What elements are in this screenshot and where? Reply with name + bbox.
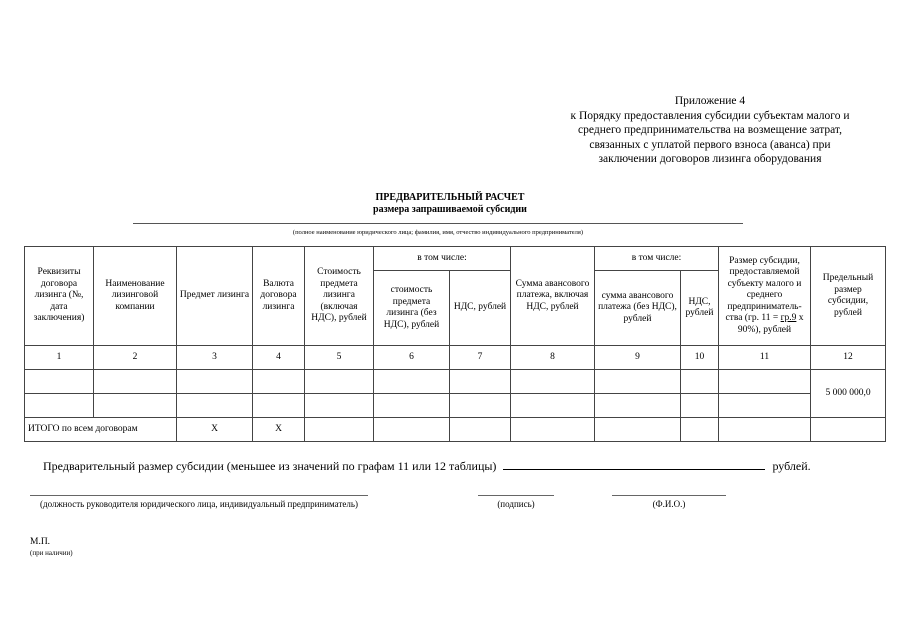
table-cell[interactable] (450, 394, 511, 418)
header-advance-with-vat: Сумма авансового платежа, включая НДС, рублей (511, 247, 595, 346)
table-cell[interactable] (511, 370, 595, 394)
document-title (300, 192, 600, 216)
signature-line[interactable] (478, 495, 554, 496)
column-number: 3 (177, 346, 253, 370)
header-subsidy-size: Размер субсидии, предоставляемой субъекту малого и среднего предприниматель-ства (гр. 11 = гр.9 х 90%), рублей (719, 247, 811, 346)
column-9-reference: гр.9 (780, 313, 797, 324)
total-label: ИТОГО по всем договорам (25, 418, 177, 442)
table-cell[interactable] (305, 418, 374, 442)
summary-unit: рублей. (772, 459, 811, 473)
header-group-including-1: в том числе: (374, 247, 511, 271)
header-vat-1: НДС, рублей (450, 271, 511, 346)
applicant-caption: (полное наименование юридического лица; фамилия, имя, отчество индивидуального предпринимателя) (292, 229, 584, 236)
table-cell[interactable] (681, 418, 719, 442)
table-cell[interactable] (450, 418, 511, 442)
table-cell[interactable] (511, 418, 595, 442)
column-number: 7 (450, 346, 511, 370)
header-group-including-2: в том числе: (595, 247, 719, 271)
header-currency: Валюта договора лизинга (253, 247, 305, 346)
table-cell[interactable] (511, 394, 595, 418)
column-number: 9 (595, 346, 681, 370)
appendix-line: среднего предпринимательства на возмещение затрат, (578, 124, 842, 136)
signature-caption: (подпись) (497, 499, 535, 509)
appendix-header (520, 94, 900, 167)
table-cell[interactable] (305, 370, 374, 394)
table-cell[interactable] (177, 370, 253, 394)
table-cell[interactable] (450, 370, 511, 394)
table-cell[interactable] (253, 394, 305, 418)
position-caption: (должность руководителя юридического лица, индивидуальный предприниматель) (40, 499, 358, 509)
stamp-note: (при наличии) (30, 549, 73, 557)
header-leasing-company: Наименование лизинговой компании (94, 247, 177, 346)
header-leasing-subject: Предмет лизинга (177, 247, 253, 346)
appendix-line: к Порядку предоставления субсидии субъектам малого и (570, 109, 850, 122)
table-cell[interactable] (595, 394, 681, 418)
summary-line (43, 457, 811, 474)
calculation-table (24, 246, 886, 442)
header-max-subsidy: Предельный размер субсидии, рублей (811, 247, 886, 346)
column-number: 5 (305, 346, 374, 370)
header-contract-details: Реквизиты договора лизинга (№, дата заключения) (25, 247, 94, 346)
table-cell[interactable] (374, 418, 450, 442)
table-cell[interactable] (681, 370, 719, 394)
column-numbers-row (25, 346, 886, 370)
table-cell[interactable] (681, 394, 719, 418)
fio-line[interactable] (612, 495, 726, 496)
table-cell[interactable] (374, 394, 450, 418)
table-cell[interactable] (719, 370, 811, 394)
table-cell[interactable] (305, 394, 374, 418)
column-number: 10 (681, 346, 719, 370)
table-cell[interactable] (811, 418, 886, 442)
table-cell[interactable] (25, 370, 94, 394)
table-row (25, 370, 886, 394)
table-row (25, 394, 886, 418)
column-number: 4 (253, 346, 305, 370)
fio-caption: (Ф.И.О.) (652, 499, 686, 509)
total-x-mark: Х (177, 418, 253, 442)
position-line[interactable] (30, 495, 368, 496)
stamp-place: М.П. (30, 537, 51, 547)
table-cell[interactable] (595, 370, 681, 394)
total-x-mark: Х (253, 418, 305, 442)
column-number: 8 (511, 346, 595, 370)
table-cell[interactable] (94, 370, 177, 394)
header-vat-2: НДС, рублей (681, 271, 719, 346)
table-cell[interactable] (374, 370, 450, 394)
table-cell[interactable] (25, 394, 94, 418)
max-subsidy-value: 5 000 000,0 (811, 370, 886, 418)
column-number: 6 (374, 346, 450, 370)
header-cost-without-vat: стоимость предмета лизинга (без НДС), рублей (374, 271, 450, 346)
appendix-line: Приложение 4 (674, 95, 746, 107)
column-number: 11 (719, 346, 811, 370)
column-number: 12 (811, 346, 886, 370)
title-main: ПРЕДВАРИТЕЛЬНЫЙ РАСЧЕТ (375, 192, 525, 203)
table-cell[interactable] (253, 370, 305, 394)
table-cell[interactable] (94, 394, 177, 418)
summary-text: Предварительный размер субсидии (меньшее из значений по графам 11 или 12 таблицы) (43, 459, 497, 473)
table-cell[interactable] (719, 418, 811, 442)
title-sub: размера запрашиваемой субсидии (373, 204, 527, 215)
appendix-line: связанных с уплатой первого взноса (аванса) при (589, 138, 831, 151)
column-number: 2 (94, 346, 177, 370)
subsidy-amount-field[interactable] (503, 457, 765, 470)
total-row (25, 418, 886, 442)
table-cell[interactable] (595, 418, 681, 442)
header-advance-without-vat: сумма авансового платежа (без НДС), рублей (595, 271, 681, 346)
appendix-line: заключении договоров лизинга оборудования (598, 153, 822, 165)
table-cell[interactable] (177, 394, 253, 418)
column-number: 1 (25, 346, 94, 370)
header-cost-with-vat: Стоимость предмета лизинга (включая НДС), рублей (305, 247, 374, 346)
applicant-name-line[interactable] (133, 223, 743, 224)
table-cell[interactable] (719, 394, 811, 418)
